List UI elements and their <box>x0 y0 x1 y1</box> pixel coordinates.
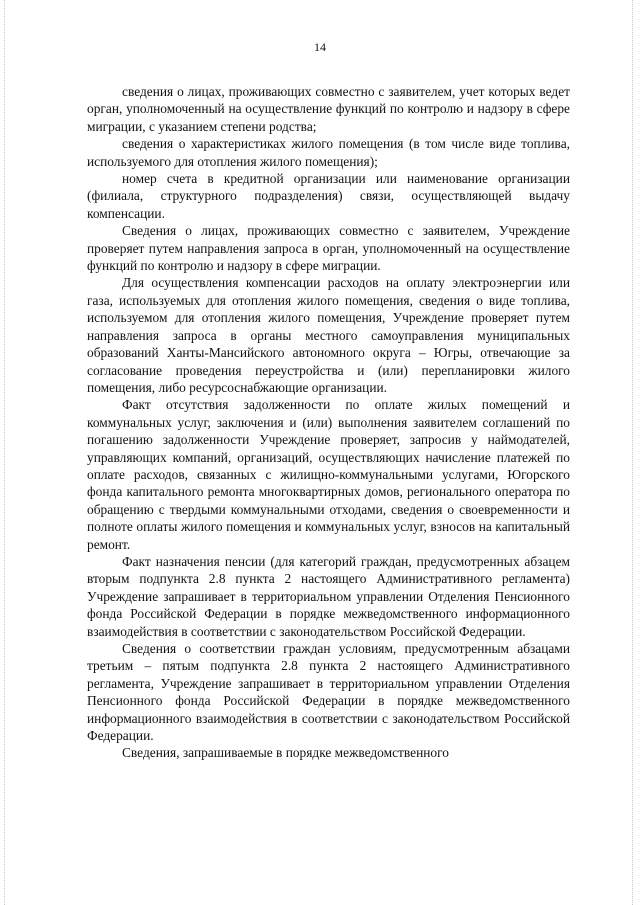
page-number: 14 <box>314 40 326 54</box>
paragraph: сведения о лицах, проживающих совместно с заявителем, учет которых ведет орган, уполномоченный на осуществление функций по контролю и надзору в сфере миграции, с указанием степени родства; <box>87 84 570 134</box>
paragraph: Сведения о лицах, проживающих совместно с заявителем, Учреждение проверяет путем направления запроса в орган, уполномоченный на осуществление функций по контролю и надзору в сфере миграции. <box>87 223 570 274</box>
paragraph: сведения о характеристиках жилого помещения (в том числе виде топлива, используемого для отопления жилого помещения); <box>87 136 570 169</box>
scan-border-right <box>632 0 634 905</box>
paragraph: Для осуществления компенсации расходов на оплату электроэнергии или газа, используемых для отопления жилого помещения, сведения о виде топлива, используемом для отопления жилого помещения, Учреждение проверяет путем направления запроса в органы местного самоуправления муниципальных образований Ханты-Мансийского автономного округа – Югры, отвечающие за согласование проведения переустройства и (или) перепланировки жилого помещения, либо ресурсоснабжающие организации. <box>87 275 570 395</box>
paragraph: Факт отсутствия задолженности по оплате жилых помещений и коммунальных услуг, заключения и (или) выполнения заявителем соглашений по погашению задолженности Учреждение проверяет, запросив у наймодателей, управляющих компаний, организаций, осуществляющих начисление платежей по оплате расходов, связанных с жилищно-коммунальными услугами, Югорского фонда капитального ремонта многоквартирных домов, регионального оператора по обращению с твердыми коммунальными отходами, сведения о своевременности и полноте оплаты жилого помещения и коммунальных услуг, взносов на капитальный ремонт. <box>87 397 570 552</box>
scan-border-left <box>4 0 6 905</box>
paragraph: Факт назначения пенсии (для категорий граждан, предусмотренных абзацем вторым подпункта 2.8 пункта 2 настоящего Административного регламента) Учреждение запрашивает в территориальном управлении Отделения Пенсионного фонда Российской Федерации в порядке межведомственного информационного взаимодействия в соответствии с законодательством Российской Федерации. <box>87 553 570 639</box>
document-body <box>87 83 570 762</box>
paragraph: номер счета в кредитной организации или наименование организации (филиала, структурного подразделения) связи, осуществляющей выдачу компенсации. <box>87 171 570 221</box>
paragraph: Сведения о соответствии граждан условиям, предусмотренным абзацами третьим – пятым подпункта 2.8 пункта 2 настоящего Административного регламента, Учреждение запрашивает в территориальном управлении Отделения Пенсионного фонда Российской Федерации в порядке межведомственного информационного взаимодействия в соответствии с законодательством Российской Федерации. <box>87 641 570 744</box>
paragraph: Сведения, запрашиваемые в порядке межведомственного <box>122 745 449 761</box>
